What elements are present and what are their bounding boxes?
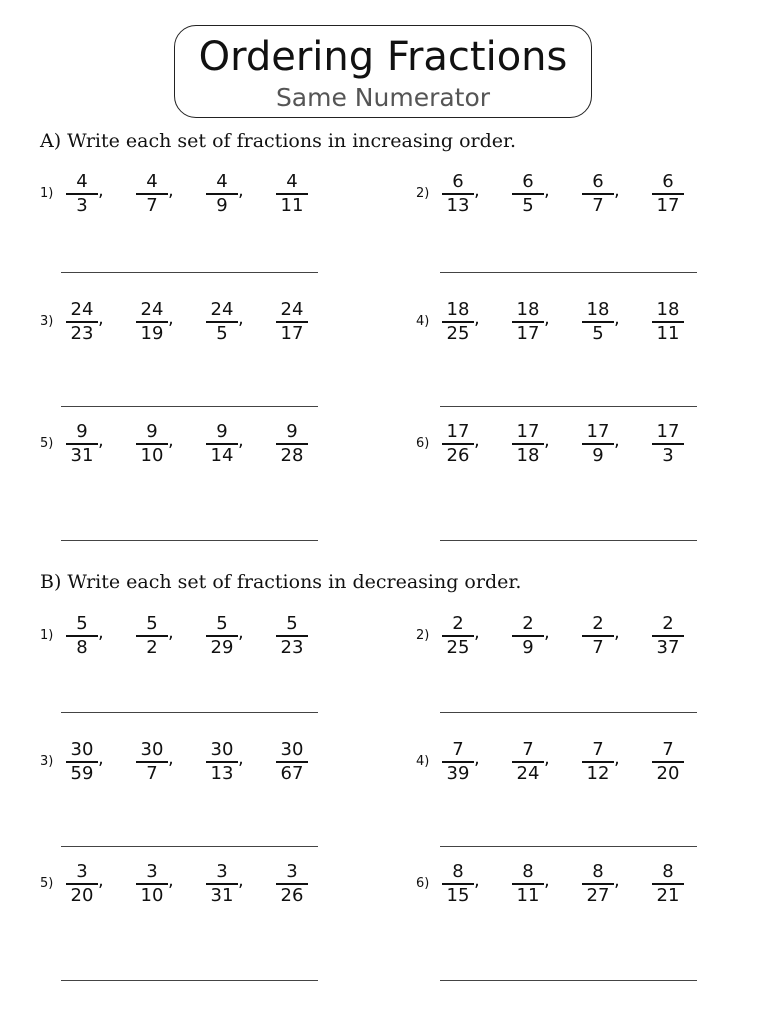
fraction	[132, 614, 172, 658]
fraction	[578, 740, 618, 784]
fraction-denominator: 5	[522, 194, 534, 216]
fraction	[202, 422, 242, 466]
problem-number: 3)	[40, 314, 54, 329]
comma-separator: ,	[238, 430, 244, 451]
fraction-numerator: 18	[516, 299, 540, 320]
problem-b-5	[40, 862, 370, 922]
fraction-numerator: 18	[446, 299, 470, 320]
comma-separator: ,	[98, 622, 104, 643]
comma-separator: ,	[98, 748, 104, 769]
problem-a-4	[416, 300, 746, 360]
comma-separator: ,	[614, 870, 620, 891]
fraction-numerator: 3	[76, 861, 88, 882]
fraction	[272, 614, 312, 658]
answer-line[interactable]	[61, 712, 318, 713]
fraction	[272, 740, 312, 784]
fraction	[648, 172, 688, 216]
fraction-denominator: 9	[216, 194, 228, 216]
fraction-numerator: 17	[586, 421, 610, 442]
fraction-denominator: 2	[146, 636, 158, 658]
fraction-denominator: 9	[592, 444, 604, 466]
fraction-numerator: 7	[522, 739, 534, 760]
fraction-numerator: 9	[146, 421, 158, 442]
comma-separator: ,	[168, 430, 174, 451]
fraction-denominator: 15	[446, 884, 470, 906]
problem-number: 1)	[40, 186, 54, 201]
fraction-denominator: 25	[446, 636, 470, 658]
fraction-denominator: 7	[146, 194, 158, 216]
fraction-numerator: 24	[280, 299, 304, 320]
answer-line[interactable]	[440, 540, 697, 541]
worksheet-title: Ordering Fractions	[198, 34, 568, 80]
fraction	[272, 300, 312, 344]
fraction	[578, 300, 618, 344]
fraction-denominator: 67	[280, 762, 304, 784]
comma-separator: ,	[544, 308, 550, 329]
fraction-numerator: 4	[76, 171, 88, 192]
answer-line[interactable]	[61, 846, 318, 847]
fraction	[62, 740, 102, 784]
fraction-denominator: 17	[656, 194, 680, 216]
answer-line[interactable]	[440, 980, 697, 981]
fraction-numerator: 2	[592, 613, 604, 634]
problem-b-1	[40, 614, 370, 674]
comma-separator: ,	[614, 622, 620, 643]
fraction-denominator: 10	[140, 884, 164, 906]
comma-separator: ,	[98, 180, 104, 201]
problem-b-4	[416, 740, 746, 800]
worksheet-subtitle: Same Numerator	[275, 83, 491, 112]
fraction	[438, 862, 478, 906]
fraction-numerator: 24	[140, 299, 164, 320]
fraction-denominator: 20	[656, 762, 680, 784]
fraction-numerator: 8	[662, 861, 674, 882]
fraction-denominator: 21	[656, 884, 680, 906]
fraction	[132, 862, 172, 906]
fraction-denominator: 23	[280, 636, 304, 658]
fraction-numerator: 6	[592, 171, 604, 192]
fraction-numerator: 6	[452, 171, 464, 192]
fraction-denominator: 19	[140, 322, 164, 344]
comma-separator: ,	[168, 308, 174, 329]
fraction-numerator: 24	[210, 299, 234, 320]
fraction	[62, 862, 102, 906]
fraction-denominator: 3	[662, 444, 674, 466]
fraction	[438, 300, 478, 344]
fraction-denominator: 14	[210, 444, 234, 466]
fraction-numerator: 7	[662, 739, 674, 760]
fraction	[508, 422, 548, 466]
comma-separator: ,	[614, 308, 620, 329]
fraction	[508, 172, 548, 216]
fraction-numerator: 9	[216, 421, 228, 442]
problem-a-2	[416, 172, 746, 232]
fraction	[272, 172, 312, 216]
fraction-denominator: 13	[446, 194, 470, 216]
fraction-denominator: 3	[76, 194, 88, 216]
fraction	[132, 172, 172, 216]
fraction-numerator: 3	[286, 861, 298, 882]
fraction	[438, 740, 478, 784]
comma-separator: ,	[544, 870, 550, 891]
fraction-denominator: 11	[656, 322, 680, 344]
fraction-numerator: 2	[662, 613, 674, 634]
fraction-denominator: 20	[70, 884, 94, 906]
comma-separator: ,	[544, 748, 550, 769]
comma-separator: ,	[474, 308, 480, 329]
fraction-numerator: 30	[280, 739, 304, 760]
fraction	[62, 300, 102, 344]
problem-a-1	[40, 172, 370, 232]
fraction-numerator: 5	[216, 613, 228, 634]
fraction-numerator: 3	[146, 861, 158, 882]
answer-line[interactable]	[61, 272, 318, 273]
problem-number: 3)	[40, 754, 54, 769]
title-box	[174, 25, 592, 118]
fraction-denominator: 5	[216, 322, 228, 344]
fraction	[438, 422, 478, 466]
fraction	[132, 740, 172, 784]
fraction	[648, 422, 688, 466]
fraction-numerator: 9	[286, 421, 298, 442]
fraction-denominator: 11	[516, 884, 540, 906]
fraction-numerator: 8	[592, 861, 604, 882]
fraction	[202, 740, 242, 784]
fraction	[202, 172, 242, 216]
answer-line[interactable]	[440, 406, 697, 407]
answer-line[interactable]	[440, 712, 697, 713]
fraction-numerator: 2	[522, 613, 534, 634]
comma-separator: ,	[98, 870, 104, 891]
fraction-numerator: 7	[452, 739, 464, 760]
problem-b-3	[40, 740, 370, 800]
comma-separator: ,	[474, 870, 480, 891]
fraction-numerator: 30	[140, 739, 164, 760]
comma-separator: ,	[168, 180, 174, 201]
comma-separator: ,	[614, 430, 620, 451]
fraction	[648, 614, 688, 658]
fraction	[508, 740, 548, 784]
comma-separator: ,	[238, 180, 244, 201]
fraction-denominator: 11	[280, 194, 304, 216]
problem-number: 2)	[416, 186, 430, 201]
fraction-denominator: 37	[656, 636, 680, 658]
fraction-denominator: 17	[516, 322, 540, 344]
fraction-denominator: 9	[522, 636, 534, 658]
fraction	[62, 422, 102, 466]
fraction	[62, 172, 102, 216]
fraction-numerator: 9	[76, 421, 88, 442]
fraction	[578, 422, 618, 466]
problem-number: 5)	[40, 436, 54, 451]
problem-number: 6)	[416, 876, 430, 891]
fraction-numerator: 8	[522, 861, 534, 882]
comma-separator: ,	[614, 180, 620, 201]
fraction-denominator: 26	[280, 884, 304, 906]
fraction	[62, 614, 102, 658]
fraction	[508, 862, 548, 906]
fraction-numerator: 2	[452, 613, 464, 634]
fraction-denominator: 27	[586, 884, 610, 906]
comma-separator: ,	[544, 180, 550, 201]
fraction-numerator: 18	[656, 299, 680, 320]
problem-b-2	[416, 614, 746, 674]
fraction-denominator: 39	[446, 762, 470, 784]
fraction-denominator: 5	[592, 322, 604, 344]
problem-number: 5)	[40, 876, 54, 891]
fraction	[272, 422, 312, 466]
fraction-numerator: 4	[146, 171, 158, 192]
comma-separator: ,	[238, 748, 244, 769]
answer-line[interactable]	[61, 406, 318, 407]
fraction-denominator: 8	[76, 636, 88, 658]
comma-separator: ,	[238, 622, 244, 643]
fraction	[578, 172, 618, 216]
fraction-numerator: 5	[146, 613, 158, 634]
fraction	[648, 300, 688, 344]
fraction	[202, 862, 242, 906]
problem-number: 4)	[416, 754, 430, 769]
fraction-numerator: 5	[76, 613, 88, 634]
fraction-denominator: 28	[280, 444, 304, 466]
fraction	[648, 862, 688, 906]
comma-separator: ,	[474, 430, 480, 451]
comma-separator: ,	[474, 180, 480, 201]
fraction-denominator: 31	[210, 884, 234, 906]
fraction-numerator: 4	[216, 171, 228, 192]
problem-number: 4)	[416, 314, 430, 329]
fraction-denominator: 29	[210, 636, 234, 658]
fraction-denominator: 12	[586, 762, 610, 784]
comma-separator: ,	[544, 430, 550, 451]
problem-number: 1)	[40, 628, 54, 643]
problem-b-6	[416, 862, 746, 922]
fraction-denominator: 24	[516, 762, 540, 784]
fraction-numerator: 17	[446, 421, 470, 442]
fraction	[132, 422, 172, 466]
fraction-denominator: 7	[592, 194, 604, 216]
fraction-numerator: 17	[656, 421, 680, 442]
fraction	[508, 614, 548, 658]
fraction-denominator: 59	[70, 762, 94, 784]
fraction-denominator: 25	[446, 322, 470, 344]
fraction-numerator: 5	[286, 613, 298, 634]
problem-number: 2)	[416, 628, 430, 643]
answer-line[interactable]	[61, 540, 318, 541]
comma-separator: ,	[614, 748, 620, 769]
comma-separator: ,	[168, 870, 174, 891]
fraction-numerator: 8	[452, 861, 464, 882]
fraction-denominator: 13	[210, 762, 234, 784]
fraction-numerator: 6	[522, 171, 534, 192]
fraction-numerator: 17	[516, 421, 540, 442]
fraction	[508, 300, 548, 344]
fraction-numerator: 3	[216, 861, 228, 882]
fraction-numerator: 24	[70, 299, 94, 320]
fraction	[578, 614, 618, 658]
comma-separator: ,	[474, 748, 480, 769]
comma-separator: ,	[98, 308, 104, 329]
fraction	[438, 614, 478, 658]
fraction-numerator: 30	[70, 739, 94, 760]
fraction-denominator: 17	[280, 322, 304, 344]
fraction-numerator: 6	[662, 171, 674, 192]
problem-number: 6)	[416, 436, 430, 451]
comma-separator: ,	[544, 622, 550, 643]
fraction	[648, 740, 688, 784]
fraction	[578, 862, 618, 906]
fraction-numerator: 18	[586, 299, 610, 320]
fraction-numerator: 4	[286, 171, 298, 192]
fraction-denominator: 31	[70, 444, 94, 466]
answer-line[interactable]	[440, 272, 697, 273]
answer-line[interactable]	[440, 846, 697, 847]
fraction-numerator: 30	[210, 739, 234, 760]
fraction	[202, 300, 242, 344]
comma-separator: ,	[168, 748, 174, 769]
fraction-denominator: 10	[140, 444, 164, 466]
comma-separator: ,	[98, 430, 104, 451]
fraction-numerator: 7	[592, 739, 604, 760]
section-b-heading: B) Write each set of fractions in decreasing order.	[40, 571, 522, 593]
problem-a-5	[40, 422, 370, 482]
fraction	[438, 172, 478, 216]
fraction-denominator: 23	[70, 322, 94, 344]
fraction	[202, 614, 242, 658]
fraction	[132, 300, 172, 344]
problem-a-6	[416, 422, 746, 482]
comma-separator: ,	[238, 308, 244, 329]
problem-a-3	[40, 300, 370, 360]
comma-separator: ,	[238, 870, 244, 891]
answer-line[interactable]	[61, 980, 318, 981]
section-a-heading: A) Write each set of fractions in increasing order.	[40, 130, 517, 152]
comma-separator: ,	[168, 622, 174, 643]
comma-separator: ,	[474, 622, 480, 643]
fraction-denominator: 26	[446, 444, 470, 466]
fraction-denominator: 7	[592, 636, 604, 658]
fraction-denominator: 7	[146, 762, 158, 784]
fraction-denominator: 18	[516, 444, 540, 466]
fraction	[272, 862, 312, 906]
